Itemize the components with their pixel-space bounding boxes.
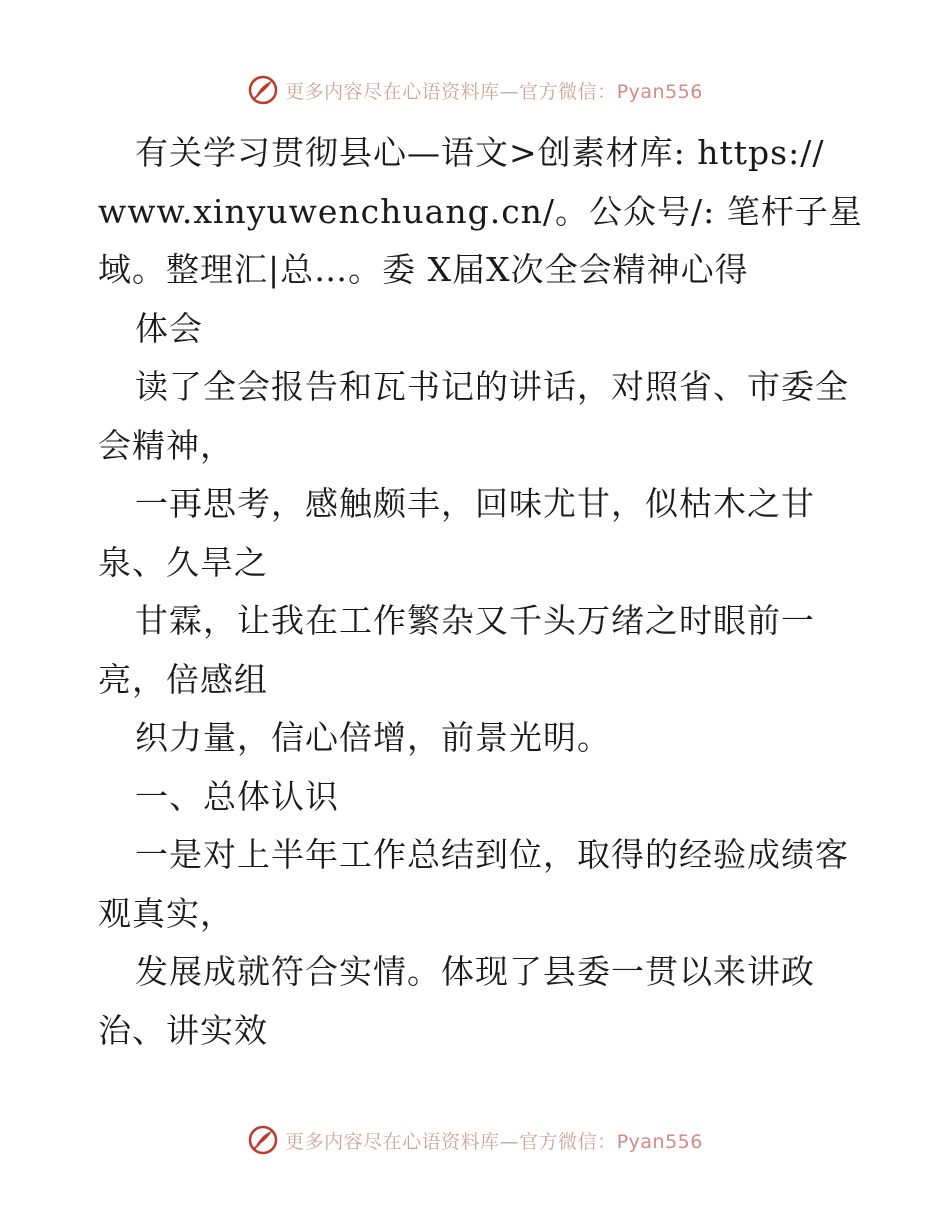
text-line: 发展成就符合实情。体现了县委一贯以来讲政: [135, 952, 815, 991]
header-watermark-banner: [0, 70, 950, 110]
watermark-dash: —: [499, 1130, 520, 1153]
text-line: 体会: [135, 308, 203, 348]
feather-logo-icon: [247, 74, 279, 106]
watermark-sub: 官方微信：: [519, 80, 617, 103]
text-line: 泉、久旱之: [98, 542, 268, 582]
text-line: 织力量，信心倍增，前景光明。: [135, 718, 611, 757]
text-line: 观真实，: [98, 893, 234, 933]
watermark-text: [285, 1127, 703, 1154]
watermark-account: Pyan556: [616, 80, 703, 103]
watermark-account: Pyan556: [616, 1130, 703, 1153]
watermark-text: [285, 77, 703, 104]
watermark-main: 更多内容尽在心语资料库: [285, 1130, 500, 1153]
watermark-main: 更多内容尽在心语资料库: [285, 80, 500, 103]
text-line: 一是对上半年工作总结到位，取得的经验成绩客: [135, 835, 849, 874]
footer-watermark-banner: [0, 1120, 950, 1160]
feather-logo-icon: [247, 1124, 279, 1156]
text-line: 甘霖，让我在工作繁杂又千头万绪之时眼前一: [135, 601, 815, 640]
text-line: 读了全会报告和瓦书记的讲话，对照省、市委全: [135, 367, 849, 406]
text-line: www.xinyuwenchuang.cn/。公众号/: 笔杆子星: [98, 191, 863, 231]
text-line: 有关学习贯彻县心—语文>创素材库: https://: [135, 133, 825, 172]
text-line: 亮，倍感组: [98, 659, 268, 699]
text-line: 会精神，: [98, 425, 234, 465]
text-line: 一再思考，感触颇丰，回味尤甘，似枯木之甘: [135, 484, 815, 523]
document-body: [98, 124, 863, 1060]
text-line: 治、讲实效: [98, 1010, 268, 1050]
watermark-sub: 官方微信：: [519, 1130, 617, 1153]
text-line: 域。整理汇|总…。委 X届X次全会精神心得: [98, 250, 749, 289]
section-heading: 一、总体认识: [135, 776, 339, 816]
watermark-dash: —: [499, 80, 520, 103]
